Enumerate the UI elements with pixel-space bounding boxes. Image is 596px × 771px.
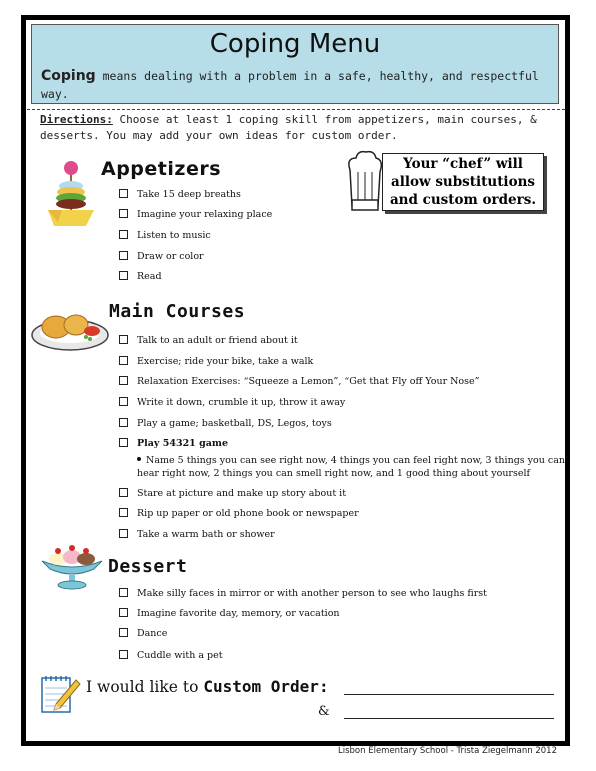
custom-order-input-1[interactable] <box>344 694 554 695</box>
definition-word: Coping <box>41 68 96 84</box>
list-item[interactable]: Exercise; ride your bike, take a walk <box>119 355 313 369</box>
chef-note <box>382 153 544 211</box>
list-item[interactable]: Cuddle with a pet <box>119 649 223 663</box>
chef-note-line-2: allow substitutions <box>391 174 535 190</box>
list-item[interactable]: Imagine your relaxing place <box>119 208 272 222</box>
list-item[interactable]: Dance <box>119 627 167 641</box>
dashed-divider <box>27 109 565 110</box>
chef-note-line-3: and custom orders. <box>389 192 537 208</box>
plate-icon <box>30 305 110 353</box>
custom-order-line <box>86 677 329 696</box>
list-item[interactable]: Play 54321 game <box>119 437 228 451</box>
header-panel <box>31 24 559 104</box>
checkbox[interactable] <box>119 418 128 427</box>
dessert-heading: Dessert <box>108 556 188 577</box>
list-item[interactable]: Imagine favorite day, memory, or vacation <box>119 607 340 621</box>
list-item[interactable]: Take a warm bath or shower <box>119 528 275 542</box>
checkbox[interactable] <box>119 628 128 637</box>
checkbox[interactable] <box>119 438 128 447</box>
list-item[interactable]: Draw or color <box>119 250 204 264</box>
ampersand: & <box>318 704 330 719</box>
chef-note-line-1: Your “chef” will <box>403 156 523 172</box>
coping-definition <box>41 67 551 103</box>
checkbox[interactable] <box>119 588 128 597</box>
list-item[interactable]: Relaxation Exercises: “Squeeze a Lemon”, “Get that Fly off Your Nose” <box>119 375 480 389</box>
custom-order-label: Custom Order: <box>203 677 329 696</box>
checkbox[interactable] <box>119 650 128 659</box>
bullet-icon <box>137 457 141 461</box>
directions <box>40 112 556 144</box>
game-detail: Name 5 things you can see right now, 4 things you can feel right now, 3 things you can hear right now, 2 things you can smell right now, and 1 good thing about yourself <box>137 455 566 479</box>
checkbox[interactable] <box>119 209 128 218</box>
list-item[interactable]: Write it down, crumble it up, throw it away <box>119 396 345 410</box>
footer-credit: Lisbon Elementary School - Trista Ziegelmann 2012 <box>338 746 557 756</box>
directions-text: Choose at least 1 coping skill from appetizers, main courses, & desserts. You may add your own ideas for custom order. <box>40 113 537 142</box>
sandwich-icon <box>42 160 100 236</box>
checkbox[interactable] <box>119 608 128 617</box>
appetizers-heading: Appetizers <box>101 158 222 180</box>
custom-order-input-2[interactable] <box>344 718 554 719</box>
list-item[interactable]: Make silly faces in mirror or with another person to see who laughs first <box>119 587 487 601</box>
notepad-pencil-icon <box>38 672 82 716</box>
sundae-icon <box>36 543 108 591</box>
custom-order-prefix: I would like to <box>86 678 204 696</box>
checkbox[interactable] <box>119 376 128 385</box>
list-item[interactable]: Stare at picture and make up story about it <box>119 487 346 501</box>
checkbox[interactable] <box>119 189 128 198</box>
list-item[interactable]: Read <box>119 270 162 284</box>
checkbox[interactable] <box>119 335 128 344</box>
directions-label: Directions: <box>40 113 113 126</box>
list-item[interactable]: Listen to music <box>119 229 211 243</box>
checkbox[interactable] <box>119 508 128 517</box>
page-title: Coping Menu <box>209 29 381 59</box>
list-item[interactable]: Play a game; basketball, DS, Legos, toys <box>119 417 332 431</box>
list-item[interactable]: Take 15 deep breaths <box>119 188 241 202</box>
checkbox[interactable] <box>119 488 128 497</box>
checkbox[interactable] <box>119 529 128 538</box>
checkbox[interactable] <box>119 230 128 239</box>
checkbox[interactable] <box>119 271 128 280</box>
chef-hat-icon <box>344 150 384 216</box>
main-courses-heading: Main Courses <box>109 301 246 322</box>
checkbox[interactable] <box>119 251 128 260</box>
list-item[interactable]: Talk to an adult or friend about it <box>119 334 298 348</box>
checkbox[interactable] <box>119 356 128 365</box>
definition-text: means dealing with a problem in a safe, healthy, and respectful way. <box>41 69 539 101</box>
list-item[interactable]: Rip up paper or old phone book or newspaper <box>119 507 359 521</box>
checkbox[interactable] <box>119 397 128 406</box>
